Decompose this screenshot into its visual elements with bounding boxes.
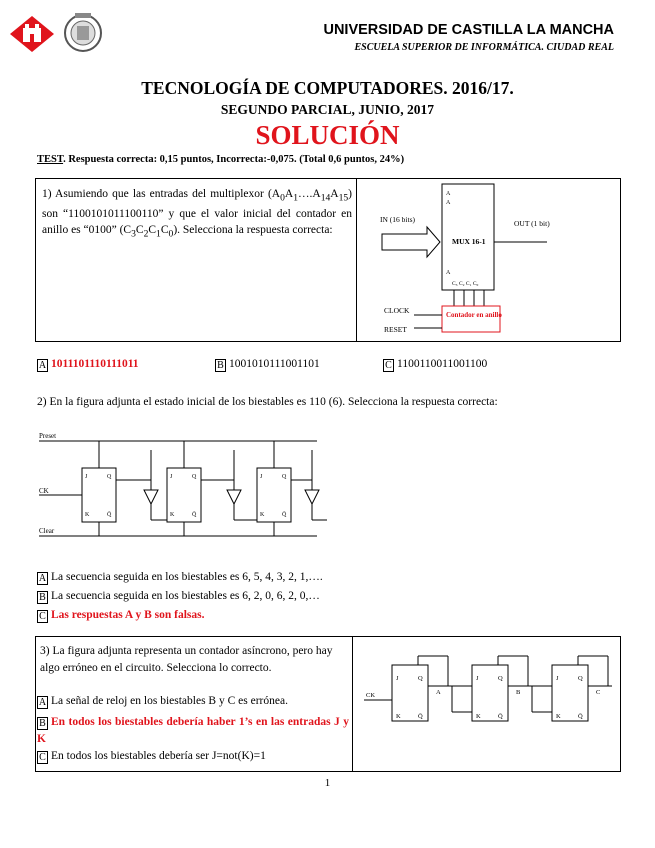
q3-option-b[interactable]: B En todos los biestables debería haber 1’s en las entradas J y K — [37, 716, 349, 745]
q2-option-b[interactable]: B La secuencia seguida en los biestables es 6, 2, 0, 6, 2, 0,… — [37, 590, 320, 604]
svg-text:Q: Q — [418, 675, 423, 682]
svg-text:J: J — [556, 675, 559, 682]
question-1-text: 1) Asumiendo que las entradas del multiplexor $(A_0A_1\dots.A_{14}A_{15})$ son “1100101011100110” y que el valor inicial del contador en anillo es “0100” $(C_3C_2C_1C_0)$. Selecciona la respuesta correcta: — [42, 188, 352, 240]
q1-option-b[interactable]: B 1001010111001101 — [215, 358, 320, 372]
q3-option-a[interactable]: A La señal de reloj en los biestables B y C es errónea. — [38, 695, 288, 708]
svg-text:K: K — [556, 713, 561, 720]
svg-text:Q: Q — [498, 675, 503, 682]
svg-text:J: J — [476, 675, 479, 682]
q3-b-label: B — [516, 689, 521, 696]
mux-label: MUX 16-1 — [452, 237, 486, 246]
q1-option-a[interactable]: A 1011101110111011 — [38, 358, 139, 371]
out-label: OUT (1 bit) — [514, 219, 550, 228]
school-name: ESCUELA SUPERIOR DE INFORMÁTICA. CIUDAD REAL — [354, 42, 614, 53]
q3-a-label: A — [436, 689, 441, 696]
q2-option-a[interactable]: A La secuencia seguida en los biestables es 6, 5, 4, 3, 2, 1,…. — [38, 571, 323, 584]
university-name: UNIVERSIDAD DE CASTILLA LA MANCHA — [323, 22, 614, 38]
svg-text:J: J — [85, 474, 88, 480]
svg-text:Q: Q — [282, 474, 287, 480]
q3-ck-label: CK — [366, 692, 376, 699]
svg-text:Q̄: Q̄ — [418, 713, 423, 720]
q1-option-c[interactable]: C 1100110011001100 — [383, 358, 487, 372]
svg-text:J: J — [396, 675, 399, 682]
ck-label: CK — [39, 487, 49, 495]
svg-text:K: K — [260, 512, 265, 518]
clear-label: Clear — [39, 527, 55, 535]
svg-text:Q: Q — [107, 474, 112, 480]
question-3-text: 3) La figura adjunta representa un contador asíncrono, pero hay algo erróneo en el circuito. Selecciona lo correcto. — [40, 645, 333, 674]
svg-text:A: A — [446, 200, 451, 206]
uclm-logo — [8, 14, 56, 54]
page-number: 1 — [324, 777, 331, 789]
mux-diagram — [372, 182, 572, 337]
question-2-text: 2) En la figura adjunta el estado inicial de los biestables es 110 (6). Selecciona la respuesta correcta: — [37, 396, 498, 408]
reset-label: RESET — [384, 325, 407, 334]
preset-label: Preset — [39, 432, 57, 440]
svg-text:K: K — [170, 512, 175, 518]
svg-text:Q̄: Q̄ — [192, 512, 197, 518]
svg-text:A: A — [446, 270, 451, 276]
svg-text:J: J — [170, 474, 173, 480]
svg-text:Q: Q — [578, 675, 583, 682]
svg-text:K: K — [476, 713, 481, 720]
svg-text:Q̄: Q̄ — [578, 713, 583, 720]
exam-subtitle: SEGUNDO PARCIAL, JUNIO, 2017 — [220, 102, 435, 117]
svg-text:Q̄: Q̄ — [498, 713, 503, 720]
async-counter-q3 — [362, 650, 618, 732]
q3-option-c[interactable]: C En todos los biestables debería ser J=not(K)=1 — [37, 750, 266, 764]
svg-text:K: K — [396, 713, 401, 720]
test-instructions: TEST. Respuesta correcta: 0,15 puntos, Incorrecta:-0,075. (Total 0,6 puntos, 24%) — [37, 154, 405, 165]
svg-text:A: A — [446, 191, 451, 197]
svg-text:Q: Q — [192, 474, 197, 480]
flipflop-circuit-q2 — [37, 430, 357, 545]
school-seal — [62, 10, 104, 56]
in-label: IN (16 bits) — [380, 215, 415, 224]
svg-text:K: K — [85, 512, 90, 518]
q2-option-c[interactable]: C Las respuestas A y B son falsas. — [37, 609, 204, 623]
svg-text:C₃ C₂ C₁ C₀: C₃ C₂ C₁ C₀ — [452, 281, 479, 287]
clock-label: CLOCK — [384, 306, 410, 315]
solution-heading: SOLUCIÓN — [255, 120, 400, 150]
svg-text:J: J — [260, 474, 263, 480]
exam-title: TECNOLOGÍA DE COMPUTADORES. 2016/17. — [141, 78, 514, 98]
counter-label: Contador en anillo — [446, 311, 502, 319]
q3-c-label: C — [596, 689, 601, 696]
svg-text:Q̄: Q̄ — [282, 512, 287, 518]
svg-text:Q̄: Q̄ — [107, 512, 112, 518]
